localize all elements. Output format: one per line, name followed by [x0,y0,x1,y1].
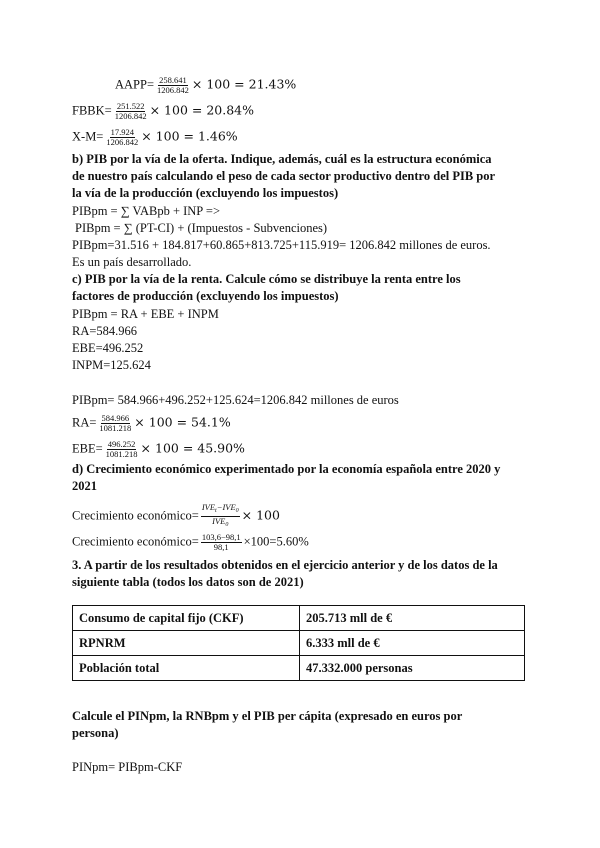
aapp-fraction [156,76,190,95]
data-table [72,605,525,681]
section-d-heading-1: d) Crecimiento económico experimentado por la economía española entre 2020 y [72,462,501,476]
ebe-fraction [105,440,139,459]
xm-num: 17.924 [110,127,134,137]
growth-formula-general [72,503,280,530]
aapp-num: 258.641 [159,75,187,85]
section-c-line-5: PIBpm= 584.966+496.252+125.624=1206.842 millones de euros [72,393,399,407]
aapp-den: 1206.842 [157,85,189,95]
table-row [73,631,525,656]
section-c-line-1: PIBpm = RA + EBE + INPM [72,307,219,321]
xm-den: 1206.842 [106,137,139,147]
ebe-result: × 100 = 45.90% [140,440,245,456]
growth-general-fraction [201,503,240,530]
section-b-heading-1: b) PIB por la vía de la oferta. Indique, además, cuál es la estructura económica [72,152,492,166]
fbbk-result: × 100 = 20.84% [149,102,254,118]
aapp-formula [115,76,296,95]
section-c-heading-1: c) PIB por la vía de la renta. Calcule cómo se distribuye la renta entre los [72,272,461,286]
table-row [73,606,525,631]
ebe-den: 1081.218 [105,449,138,459]
section-c-line-2: RA=584.966 [72,324,138,338]
fbbk-fraction [114,102,148,121]
xm-fraction [105,128,139,147]
table-row [73,656,525,681]
ebe-formula [72,440,245,459]
growth-general-den-sub: 0 [225,522,229,528]
section-b-line-1: PIBpm = ∑ VABpb + INP => [72,204,221,218]
table-cell-label: Consumo de capital fijo (CKF) [73,606,300,631]
aapp-result: × 100 = 21.43% [191,76,297,92]
fbbk-label: FBBK= [72,103,112,118]
growth-general-den [211,517,229,530]
table-cell-value: 47.332.000 personas [300,656,525,681]
growth-general-result: × 100 [241,507,280,523]
table-cell-value: 6.333 mll de € [300,631,525,656]
section-c-heading-2: factores de producción (excluyendo los impuestos) [72,289,339,303]
xm-formula [72,128,238,147]
ra-formula [72,414,231,433]
table-cell-label: Población total [73,656,300,681]
growth-general-label: Crecimiento económico= [72,508,199,523]
growth-general-den-text: IVE [212,516,226,526]
ra-num: 584.966 [101,413,130,423]
growth-values-label: Crecimiento económico= [72,534,199,549]
ebe-label: EBE= [72,441,103,456]
section-b-line-2: PIBpm = ∑ (PT-CI) + (Impuestos - Subvenciones) [75,221,328,235]
section-3-heading-1: 3. A partir de los resultados obtenidos en el ejercicio anterior y de los datos de la [72,558,498,572]
section-b-heading-3: la vía de la producción (excluyendo los impuestos) [72,186,339,200]
growth-general-num [201,503,240,517]
section-d-heading-2: 2021 [72,479,97,493]
xm-result: × 100 = 1.46% [141,128,238,144]
section-c-line-3: EBE=496.252 [72,341,144,355]
growth-formula-values [72,533,309,552]
section-c-line-4: INPM=125.624 [72,358,151,372]
table-cell-value: 205.713 mll de € [300,606,525,631]
growth-values-result: ×100=5.60% [243,534,309,549]
growth-general-num-a: IVE [201,502,216,512]
ra-result: × 100 = 54.1% [134,414,231,430]
ra-den: 1081.218 [99,423,132,433]
fbbk-formula [72,102,254,121]
question-line-2: persona) [72,726,119,740]
growth-values-fraction [201,533,242,552]
ra-fraction [98,414,132,433]
growth-values-den: 98,1 [213,542,229,552]
question-line-1: Calcule el PINpm, la RNBpm y el PIB per cápita (expresado en euros por [72,709,463,723]
table-cell-label: RPNRM [73,631,300,656]
growth-general-num-b: −IVE [216,502,236,512]
ra-label: RA= [72,415,97,430]
xm-label: X-M= [72,129,104,144]
section-b-heading-2: de nuestro país calculando el peso de cada sector productivo dentro del PIB por [72,169,496,183]
aapp-label: AAPP= [115,77,155,92]
fbbk-den: 1206.842 [114,111,147,121]
growth-general-num-b-sub: 0 [235,508,239,514]
section-b-line-4: Es un país desarrollado. [72,255,192,269]
section-b-line-3: PIBpm=31.516 + 184.817+60.865+813.725+115.919= 1206.842 millones de euros. [72,238,491,252]
section-3-heading-2: siguiente tabla (todos los datos son de 2021) [72,575,304,589]
growth-general-num-a-sub: t [215,508,217,514]
answer-line: PINpm= PIBpm-CKF [72,760,183,774]
growth-values-num: 103,6−98,1 [201,532,241,542]
fbbk-num: 251.522 [116,101,145,111]
ebe-num: 496.252 [107,439,136,449]
